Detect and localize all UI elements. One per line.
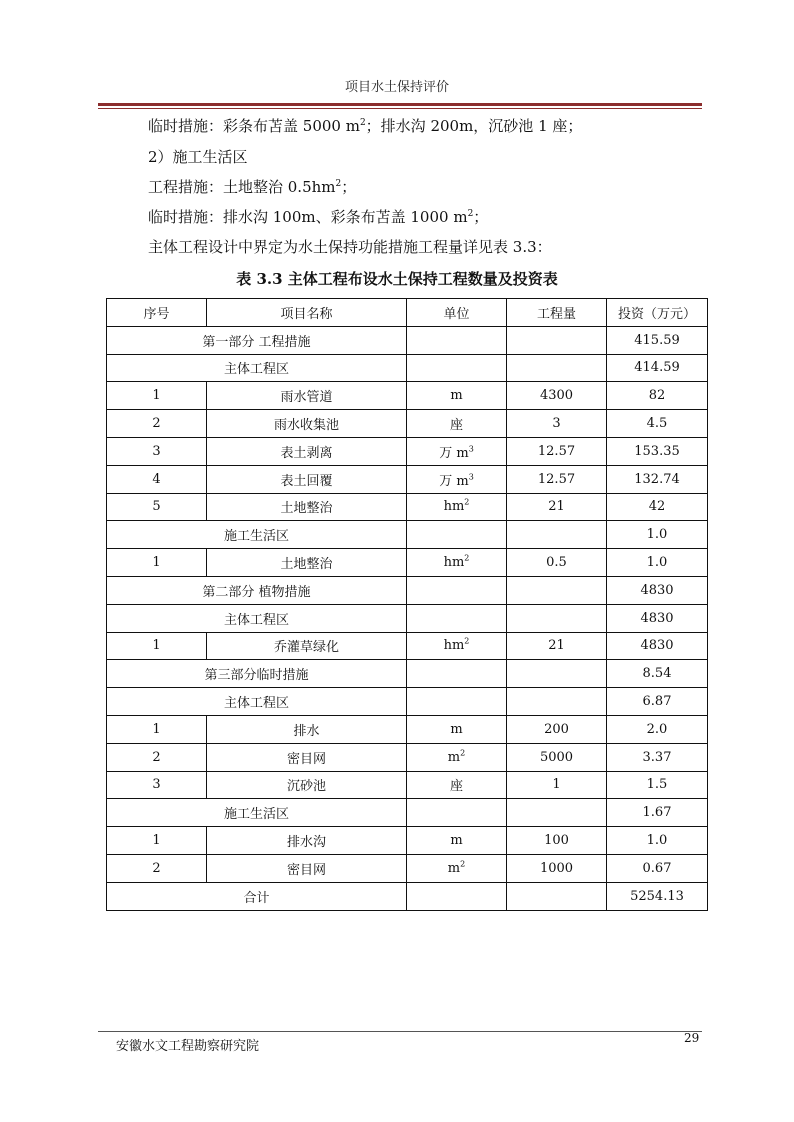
cell-invest: 5254.13: [607, 882, 708, 910]
text-segment: ；: [341, 178, 357, 196]
cell-unit: [407, 882, 507, 910]
table-row: [107, 326, 708, 354]
paragraph-temporary-measures-living: [148, 207, 488, 227]
cell-name: 表土剥离: [207, 437, 407, 465]
text-segment: ；排水沟 200m，沉砂池 1 座；: [365, 117, 583, 135]
table-row: [107, 410, 708, 438]
table-row: [107, 437, 708, 465]
text-segment: 临时措施：排水沟 100m、彩条布苫盖 1000 m: [148, 208, 468, 226]
cell-invest: 4830: [607, 632, 708, 660]
cell-name: 密目网: [207, 854, 407, 882]
unit-text: hm: [443, 638, 465, 654]
cell-qty: 3: [507, 410, 607, 438]
cell-invest: 8.54: [607, 660, 708, 688]
cell-qty: [507, 882, 607, 910]
table-caption: 表 3.3 主体工程布设水土保持工程数量及投资表: [236, 270, 558, 288]
paragraph-temporary-measures-main: [148, 116, 582, 136]
footer-rule: [98, 1031, 702, 1032]
cell-invest: 6.87: [607, 688, 708, 716]
cell-invest: 1.5: [607, 771, 708, 799]
cell-name: 沉砂池: [207, 771, 407, 799]
unit-superscript: 2: [460, 859, 466, 869]
cell-qty: 12.57: [507, 465, 607, 493]
header-cell-no: 序号: [107, 299, 207, 327]
table-row: [107, 354, 708, 382]
cell-invest: 132.74: [607, 465, 708, 493]
table-row: [107, 576, 708, 604]
cell-invest: 4830: [607, 604, 708, 632]
cell-invest: 4830: [607, 576, 708, 604]
cell-unit: [407, 604, 507, 632]
cell-unit: [407, 521, 507, 549]
unit-text: m: [450, 833, 463, 849]
table-row: [107, 549, 708, 577]
cell-unit: [407, 827, 507, 855]
unit-text: m: [447, 860, 461, 876]
cell-unit: [407, 743, 507, 771]
table-row: [107, 854, 708, 882]
cell-qty: [507, 354, 607, 382]
table-header-row: [107, 299, 708, 327]
superscript: 2: [467, 209, 474, 219]
unit-text: 万 m: [439, 473, 469, 489]
page-number: 29: [684, 1031, 700, 1045]
cell-name: 乔灌草绿化: [207, 632, 407, 660]
cell-name: 雨水管道: [207, 382, 407, 410]
cell-invest: 4.5: [607, 410, 708, 438]
cell-qty: 1: [507, 771, 607, 799]
cell-name: 排水沟: [207, 827, 407, 855]
cell-qty: [507, 576, 607, 604]
cell-unit: [407, 576, 507, 604]
cell-no: 1: [107, 382, 207, 410]
cell-invest: 1.0: [607, 521, 708, 549]
cell-no: 1: [107, 549, 207, 577]
table-row: [107, 521, 708, 549]
header-cell-invest: 投资（万元）: [607, 299, 708, 327]
unit-text: hm: [443, 555, 465, 571]
cell-qty: [507, 660, 607, 688]
cell-no: 2: [107, 410, 207, 438]
table-row: [107, 799, 708, 827]
unit-text: 座: [449, 779, 463, 795]
cell-unit: [407, 799, 507, 827]
cell-invest: 0.67: [607, 854, 708, 882]
superscript: 2: [335, 179, 342, 189]
cell-unit: [407, 354, 507, 382]
cell-no: 1: [107, 827, 207, 855]
table-row: [107, 632, 708, 660]
cell-unit: [407, 854, 507, 882]
cell-group-name: 主体工程区: [107, 688, 407, 716]
text-segment: ；: [473, 208, 489, 226]
unit-superscript: 2: [460, 748, 466, 758]
cell-unit: [407, 688, 507, 716]
header-cell-name: 项目名称: [207, 299, 407, 327]
header-rule-thin: [98, 108, 702, 109]
cell-invest: 153.35: [607, 437, 708, 465]
header-rule: [98, 103, 702, 106]
cell-no: 5: [107, 493, 207, 521]
paragraph-engineering-measures: [148, 177, 356, 197]
unit-text: 座: [449, 418, 463, 434]
unit-text: hm: [443, 499, 465, 515]
cell-qty: 100: [507, 827, 607, 855]
cell-unit: [407, 771, 507, 799]
cell-invest: 415.59: [607, 326, 708, 354]
cell-group-name: 第一部分 工程措施: [107, 326, 407, 354]
cell-name: 土地整治: [207, 493, 407, 521]
footer-organization: 安徽水文工程勘察研究院: [116, 1039, 260, 1054]
cell-group-name: 第二部分 植物措施: [107, 576, 407, 604]
cell-group-name: 施工生活区: [107, 521, 407, 549]
cell-group-name: 合计: [107, 882, 407, 910]
cell-unit: [407, 465, 507, 493]
cell-name: 密目网: [207, 743, 407, 771]
paragraph-table-intro: 主体工程设计中界定为水土保持功能措施工程量详见表 3.3：: [148, 238, 552, 256]
cell-unit: [407, 326, 507, 354]
text-segment: 临时措施：彩条布苫盖 5000 m: [148, 117, 360, 135]
unit-superscript: 2: [464, 498, 470, 508]
cell-qty: 200: [507, 715, 607, 743]
table-row: [107, 743, 708, 771]
cell-qty: 1000: [507, 854, 607, 882]
cell-group-name: 第三部分临时措施: [107, 660, 407, 688]
cell-invest: 42: [607, 493, 708, 521]
unit-superscript: 3: [468, 444, 474, 454]
cell-qty: [507, 799, 607, 827]
cell-qty: [507, 688, 607, 716]
cell-name: 排水: [207, 715, 407, 743]
cell-invest: 1.67: [607, 799, 708, 827]
cell-invest: 1.0: [607, 827, 708, 855]
table-row: [107, 604, 708, 632]
cell-group-name: 施工生活区: [107, 799, 407, 827]
unit-text: m: [450, 388, 463, 404]
cell-qty: 12.57: [507, 437, 607, 465]
cell-no: 2: [107, 854, 207, 882]
cell-unit: [407, 660, 507, 688]
table-row: [107, 882, 708, 910]
cell-no: 3: [107, 437, 207, 465]
cell-qty: 4300: [507, 382, 607, 410]
table-row: [107, 688, 708, 716]
table-body: [107, 326, 708, 910]
cell-unit: [407, 632, 507, 660]
cell-qty: 21: [507, 493, 607, 521]
unit-superscript: 2: [464, 553, 470, 563]
cell-unit: [407, 410, 507, 438]
cell-invest: 82: [607, 382, 708, 410]
cell-no: 1: [107, 632, 207, 660]
unit-superscript: 3: [468, 472, 474, 482]
cell-no: 1: [107, 715, 207, 743]
table-row: [107, 771, 708, 799]
header-cell-qty: 工程量: [507, 299, 607, 327]
cell-group-name: 主体工程区: [107, 604, 407, 632]
header-title: 项目水土保持评价: [344, 80, 449, 95]
cell-group-name: 主体工程区: [107, 354, 407, 382]
unit-text: m: [450, 721, 463, 737]
cell-invest: 3.37: [607, 743, 708, 771]
table-row: [107, 465, 708, 493]
cell-qty: [507, 521, 607, 549]
cell-no: 4: [107, 465, 207, 493]
cell-name: 土地整治: [207, 549, 407, 577]
unit-text: 万 m: [439, 445, 469, 461]
cell-qty: 0.5: [507, 549, 607, 577]
cell-unit: [407, 437, 507, 465]
table-row: [107, 382, 708, 410]
cell-no: 3: [107, 771, 207, 799]
cell-unit: [407, 382, 507, 410]
table-row: [107, 660, 708, 688]
cell-name: 表土回覆: [207, 465, 407, 493]
cell-name: 雨水收集池: [207, 410, 407, 438]
table-row: [107, 493, 708, 521]
investment-table: [106, 298, 708, 911]
cell-qty: 5000: [507, 743, 607, 771]
cell-invest: 1.0: [607, 549, 708, 577]
paragraph-construction-living-area: 2）施工生活区: [148, 148, 248, 166]
cell-invest: 414.59: [607, 354, 708, 382]
header-cell-unit: 单位: [407, 299, 507, 327]
cell-unit: [407, 493, 507, 521]
cell-invest: 2.0: [607, 715, 708, 743]
unit-superscript: 2: [464, 637, 470, 647]
cell-unit: [407, 549, 507, 577]
unit-text: m: [447, 749, 461, 765]
cell-qty: 21: [507, 632, 607, 660]
cell-qty: [507, 604, 607, 632]
table-row: [107, 715, 708, 743]
cell-qty: [507, 326, 607, 354]
text-segment: 工程措施：土地整治 0.5hm: [148, 178, 336, 196]
cell-unit: [407, 715, 507, 743]
table-row: [107, 827, 708, 855]
cell-no: 2: [107, 743, 207, 771]
superscript: 2: [359, 118, 366, 128]
